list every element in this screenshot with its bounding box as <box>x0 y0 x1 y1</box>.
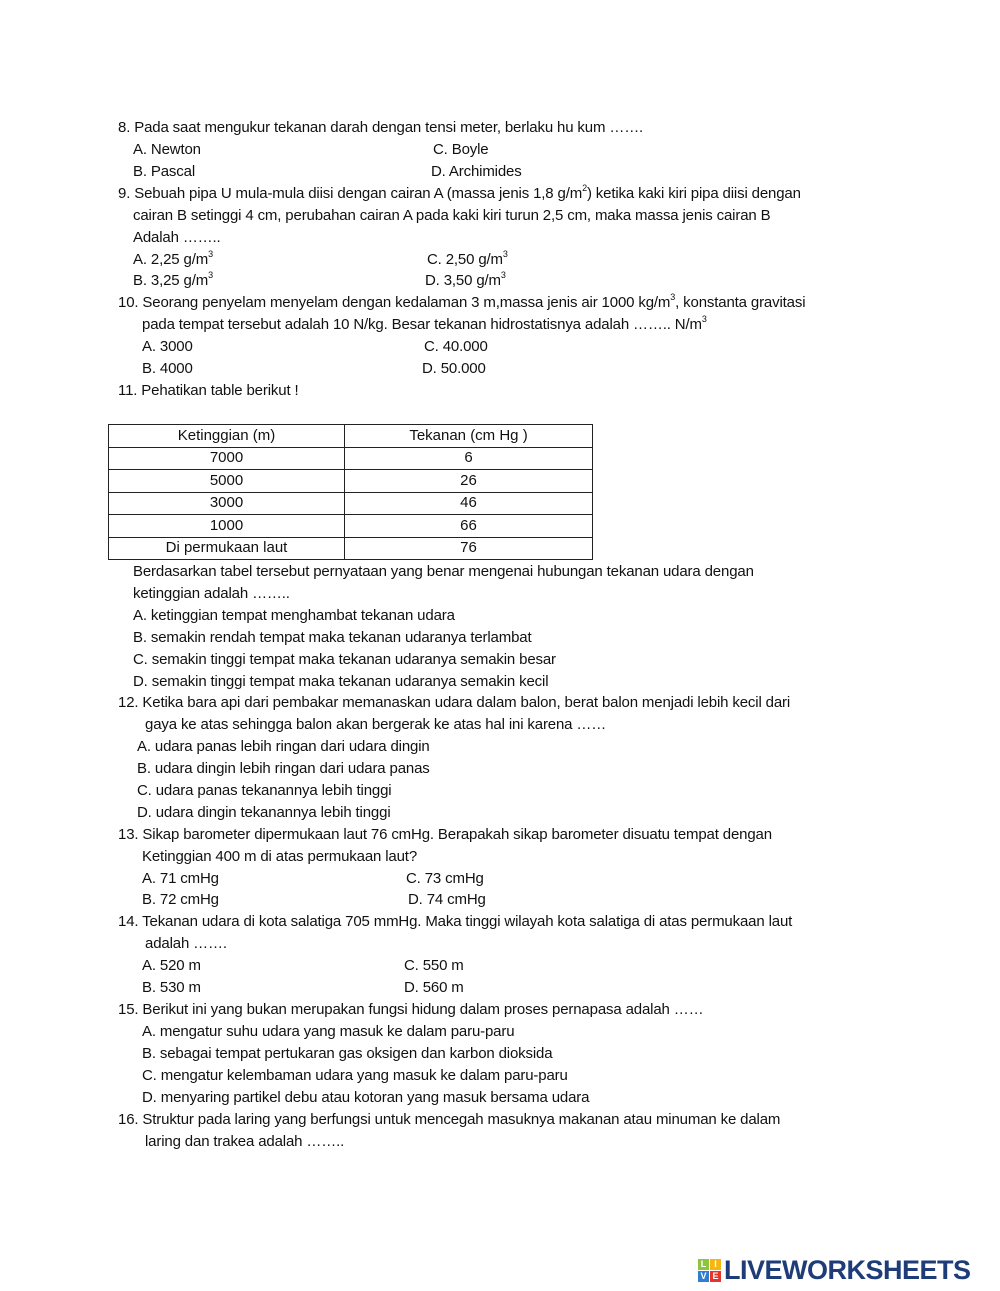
table-cell: 66 <box>345 515 593 538</box>
text-segment: B. Pascal <box>133 163 196 180</box>
text-segment: 16. Struktur pada laring yang berfungsi untuk mencegah masuknya makanan atau minuman ke dalam <box>118 1111 781 1128</box>
option <box>142 1022 514 1042</box>
logo-block: E <box>710 1271 721 1282</box>
text-segment: B. 530 m <box>142 979 201 996</box>
text-segment: B. 72 cmHg <box>142 891 219 908</box>
text-segment: 10. Seorang penyelam menyelam dengan kedalaman 3 m,massa jenis air 1000 kg/m <box>118 294 671 311</box>
text-segment: B. udara dingin lebih ringan dari udara panas <box>137 760 430 777</box>
table-cell: 5000 <box>109 470 345 493</box>
option <box>142 869 219 889</box>
text-segment: D. 74 cmHg <box>408 891 486 908</box>
question-text <box>133 206 770 226</box>
text-segment: D. semakin tinggi tempat maka tekanan udaranya semakin kecil <box>133 673 549 690</box>
option <box>142 1088 589 1108</box>
text-segment: 9. Sebuah pipa U mula-mula diisi dengan cairan A (massa jenis 1,8 g/m <box>118 185 583 202</box>
text-segment: D. 3,50 g/m <box>425 272 501 289</box>
option <box>142 1044 552 1064</box>
logo-blocks-icon <box>698 1259 721 1282</box>
question-text <box>142 847 417 867</box>
text-segment: Ketinggian 400 m di atas permukaan laut? <box>142 848 418 865</box>
text-segment: D. Archimides <box>431 163 522 180</box>
question-16 <box>118 1110 780 1130</box>
altitude-pressure-table <box>108 424 593 560</box>
question-text <box>145 934 227 954</box>
superscript: 3 <box>670 292 676 302</box>
text-segment: 15. Berikut ini yang bukan merupakan fungsi hidung dalam proses pernapasa adalah …… <box>118 1001 704 1018</box>
option <box>427 250 508 270</box>
text-segment: C. 2,50 g/m <box>427 251 503 268</box>
table-cell: 76 <box>345 537 593 560</box>
question-text <box>145 715 606 735</box>
question-text <box>133 228 221 248</box>
option <box>133 271 213 291</box>
question-15 <box>118 1000 703 1020</box>
option <box>424 337 488 357</box>
option <box>137 803 391 823</box>
text-segment: laring dan trakea adalah …….. <box>145 1133 345 1150</box>
table-cell: 1000 <box>109 515 345 538</box>
text-segment: cairan B setinggi 4 cm, perubahan cairan A pada kaki kiri turun 2,5 cm, maka massa jenis cairan B <box>133 207 771 224</box>
option <box>133 672 548 692</box>
table-cell: 46 <box>345 492 593 515</box>
option <box>142 890 219 910</box>
text-segment: B. sebagai tempat pertukaran gas oksigen dan karbon dioksida <box>142 1045 553 1062</box>
option <box>142 978 201 998</box>
option <box>137 781 392 801</box>
text-segment: A. 3000 <box>142 338 193 355</box>
option <box>133 650 556 670</box>
text-segment: pada tempat tersebut adalah 10 N/kg. Besar tekanan hidrostatisnya adalah …….. N/m <box>142 316 702 333</box>
option <box>133 250 213 270</box>
text-segment: A. Newton <box>133 141 201 158</box>
text-segment: A. 520 m <box>142 957 201 974</box>
logo-block: I <box>710 1259 721 1270</box>
text-segment: ) ketika kaki kiri pipa diisi dengan <box>586 185 801 202</box>
option <box>133 628 532 648</box>
text-segment: Adalah …….. <box>133 229 221 246</box>
table-row <box>109 492 593 515</box>
option <box>133 606 455 626</box>
table-row <box>109 515 593 538</box>
text-segment: B. semakin rendah tempat maka tekanan udaranya terlambat <box>133 629 532 646</box>
option <box>406 869 484 889</box>
table-row <box>109 537 593 560</box>
text-segment: A. mengatur suhu udara yang masuk ke dalam paru-paru <box>142 1023 515 1040</box>
text-segment: , konstanta gravitasi <box>675 294 806 311</box>
option <box>404 956 464 976</box>
text-segment: adalah ……. <box>145 935 227 952</box>
option <box>422 359 486 379</box>
text-segment: 14. Tekanan udara di kota salatiga 705 mmHg. Maka tinggi wilayah kota salatiga di atas permukaan laut <box>118 913 793 930</box>
text-segment: 12. Ketika bara api dari pembakar memanaskan udara dalam balon, berat balon menjadi lebih kecil dari <box>118 694 791 711</box>
text-segment: C. udara panas tekanannya lebih tinggi <box>137 782 392 799</box>
option <box>425 271 506 291</box>
text-segment: C. 73 cmHg <box>406 870 484 887</box>
table-row <box>109 470 593 493</box>
table-row <box>109 447 593 470</box>
text-segment: A. ketinggian tempat menghambat tekanan udara <box>133 607 455 624</box>
table-cell: 7000 <box>109 447 345 470</box>
superscript: 3 <box>500 270 506 280</box>
text-segment: D. 560 m <box>404 979 464 996</box>
text-segment: 8. Pada saat mengukur tekanan darah dengan tensi meter, berlaku hu kum ……. <box>118 119 644 136</box>
question-text <box>142 315 707 335</box>
text-segment: C. mengatur kelembaman udara yang masuk ke dalam paru-paru <box>142 1067 568 1084</box>
text-segment: A. 71 cmHg <box>142 870 219 887</box>
table-cell: Di permukaan laut <box>109 537 345 560</box>
text-segment: C. Boyle <box>433 141 489 158</box>
table-header-row <box>109 425 593 448</box>
option <box>137 759 430 779</box>
question-10 <box>118 293 805 313</box>
text-segment: D. 50.000 <box>422 360 486 377</box>
table-cell: 6 <box>345 447 593 470</box>
table-header: Tekanan (cm Hg ) <box>345 425 593 448</box>
superscript: 3 <box>701 314 707 324</box>
option <box>142 1066 568 1086</box>
text-segment: gaya ke atas sehingga balon akan bergerak ke atas hal ini karena …… <box>145 716 607 733</box>
superscript: 3 <box>208 270 213 280</box>
question-14 <box>118 912 792 932</box>
text-segment: 11. Pehatikan table berikut ! <box>118 382 299 399</box>
option <box>408 890 486 910</box>
text-segment: A. udara panas lebih ringan dari udara dingin <box>137 738 430 755</box>
question-13 <box>118 825 772 845</box>
table-cell: 3000 <box>109 492 345 515</box>
text-segment: A. 2,25 g/m <box>133 251 209 268</box>
text-segment: B. 4000 <box>142 360 193 377</box>
text-segment: B. 3,25 g/m <box>133 272 209 289</box>
text-segment: C. 40.000 <box>424 338 488 355</box>
question-12 <box>118 693 790 713</box>
option <box>431 162 522 182</box>
question-text <box>133 584 290 604</box>
text-segment: ketinggian adalah …….. <box>133 585 290 602</box>
text-segment: C. semakin tinggi tempat maka tekanan udaranya semakin besar <box>133 651 556 668</box>
option <box>142 956 201 976</box>
logo-block: L <box>698 1259 709 1270</box>
question-8 <box>118 118 643 138</box>
text-segment: C. 550 m <box>404 957 464 974</box>
table-cell: 26 <box>345 470 593 493</box>
table-header: Ketinggian (m) <box>109 425 345 448</box>
option <box>133 140 201 160</box>
superscript: 3 <box>502 249 508 259</box>
superscript: 3 <box>208 249 213 259</box>
question-11 <box>118 381 299 401</box>
liveworksheets-logo <box>698 1255 971 1286</box>
logo-block: V <box>698 1271 709 1282</box>
text-segment: 13. Sikap barometer dipermukaan laut 76 cmHg. Berapakah sikap barometer disuatu tempat dengan <box>118 826 772 843</box>
text-segment: D. menyaring partikel debu atau kotoran yang masuk bersama udara <box>142 1089 590 1106</box>
option <box>142 337 193 357</box>
option <box>142 359 193 379</box>
option <box>433 140 489 160</box>
option <box>133 162 195 182</box>
question-text <box>145 1132 344 1152</box>
question-text <box>133 562 754 582</box>
logo-text: LIVEWORKSHEETS <box>724 1255 971 1285</box>
text-segment: D. udara dingin tekanannya lebih tinggi <box>137 804 391 821</box>
option <box>137 737 430 757</box>
question-9 <box>118 184 801 204</box>
text-segment: Berdasarkan tabel tersebut pernyataan yang benar mengenai hubungan tekanan udara dengan <box>133 563 754 580</box>
superscript: 2 <box>582 183 587 193</box>
option <box>404 978 464 998</box>
